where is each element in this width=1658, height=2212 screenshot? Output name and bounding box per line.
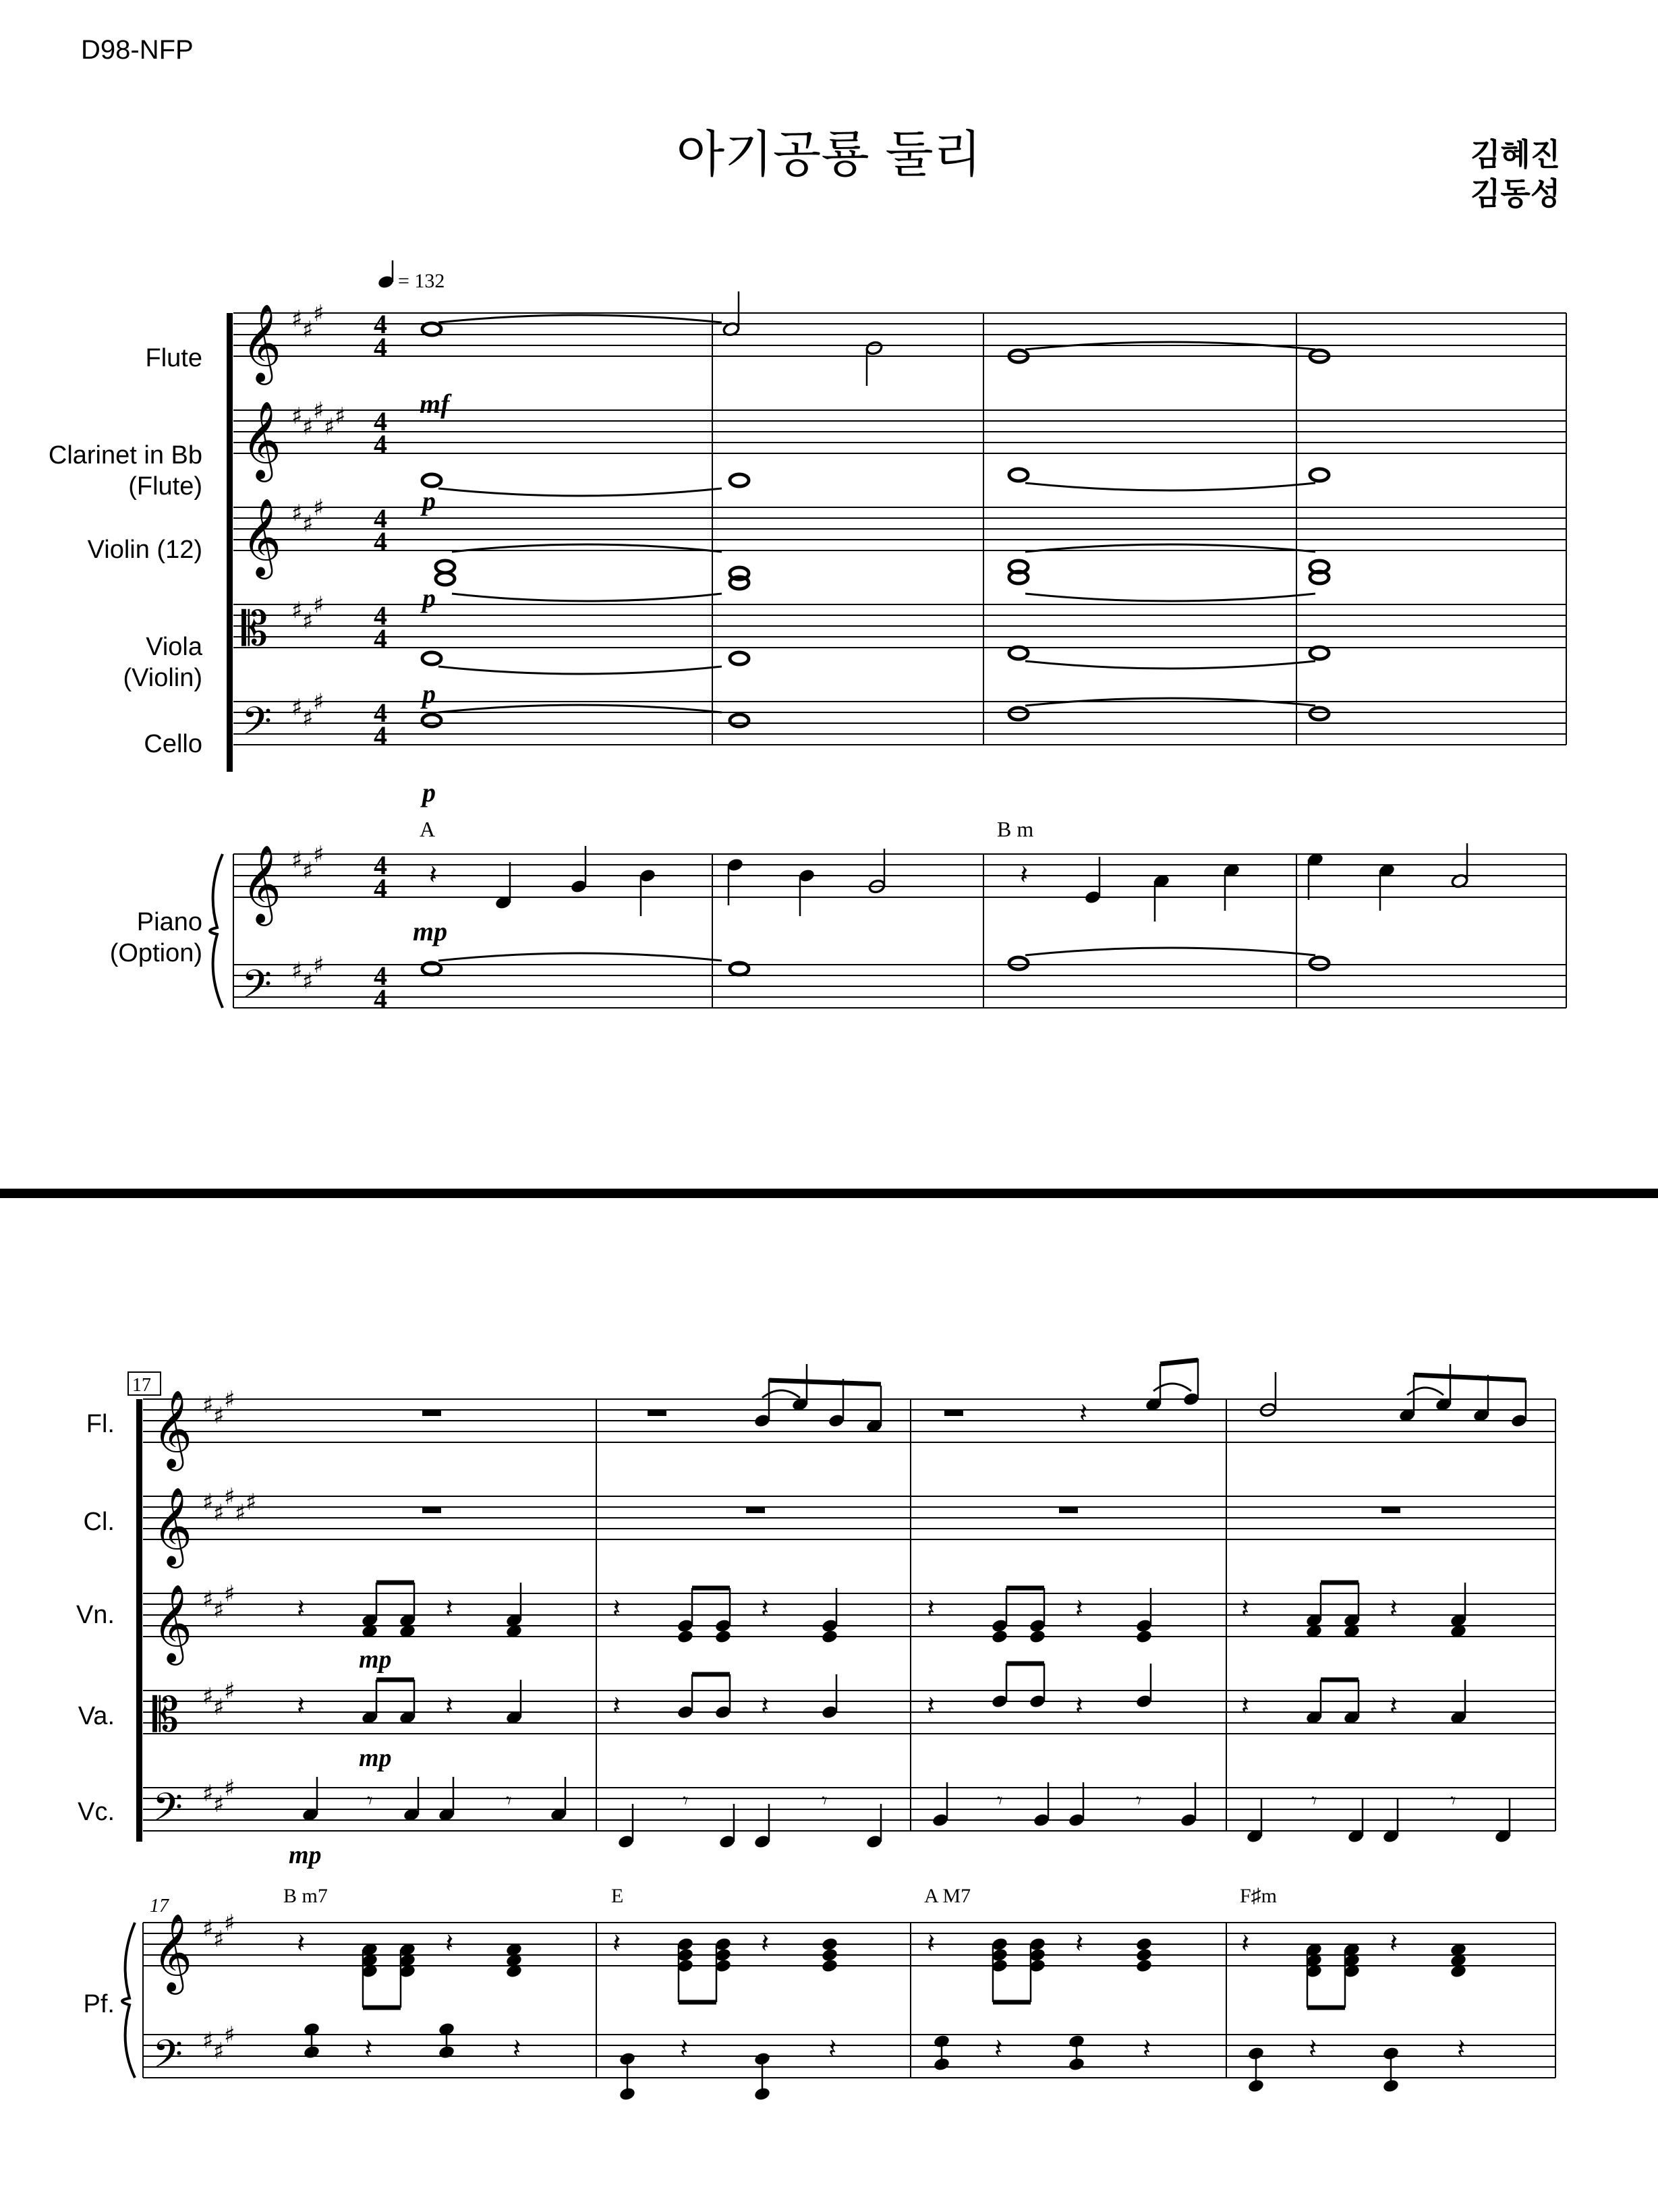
- quarter-rest: 𝄽: [761, 1593, 770, 1624]
- clef: 𝄞: [152, 1486, 193, 1565]
- flag: ♪: [1361, 1809, 1362, 1810]
- key-sharp: ♯: [291, 694, 303, 721]
- document-code: D98-NFP: [81, 35, 194, 65]
- flag: ♪: [1047, 1793, 1048, 1794]
- key-sharp: ♯: [224, 1910, 235, 1937]
- composer-1: 김혜진: [1470, 136, 1561, 173]
- key-sharp: ♯: [213, 1500, 225, 1527]
- time-sig-bottom: 4: [374, 623, 387, 654]
- quarter-rest: 𝄽: [612, 1691, 621, 1722]
- key-sharp: ♯: [291, 847, 303, 874]
- chord-name: B m: [997, 817, 1034, 841]
- dynamic-marking: mp: [289, 1841, 322, 1869]
- tie: [452, 594, 722, 601]
- clef: 𝄢: [241, 961, 273, 1017]
- notes-layer: [122, 260, 1566, 2101]
- instrument-label-violin: Violin (12): [87, 536, 202, 564]
- key-sharp: ♯: [313, 592, 324, 619]
- whole-rest: [746, 1507, 765, 1513]
- clef: 𝄞: [152, 1389, 193, 1468]
- key-sharp: ♯: [335, 403, 346, 430]
- beam: [1160, 1360, 1198, 1364]
- quarter-rest: 𝄽: [1457, 2033, 1466, 2064]
- whole-note: [730, 474, 749, 486]
- key-sharp: ♯: [246, 1489, 257, 1516]
- clef: 𝄢: [152, 1784, 183, 1840]
- quarter-rest: 𝄽: [1075, 1691, 1084, 1722]
- key-sharp: ♯: [213, 1694, 225, 1721]
- measure-number: 17: [132, 1375, 151, 1396]
- note-head: [714, 1629, 732, 1645]
- note-head: [1029, 1629, 1046, 1645]
- quarter-rest: 𝄽: [1075, 1928, 1084, 1959]
- key-sharp: ♯: [302, 857, 314, 884]
- quarter-rest: 𝄽: [994, 2033, 1003, 2064]
- whole-note: [1310, 469, 1329, 481]
- measure-number: 17: [150, 1896, 169, 1917]
- quarter-rest: 𝄽: [927, 1593, 936, 1624]
- quarter-rest: 𝄽: [680, 2033, 689, 2064]
- clef: 𝄞: [241, 400, 282, 479]
- quarter-rest: 𝄽: [364, 2033, 373, 2064]
- dynamic-marking: mp: [359, 1645, 392, 1674]
- eighth-rest: 𝄾: [822, 1788, 828, 1813]
- whole-rest: [422, 1410, 441, 1416]
- tie: [762, 1390, 800, 1398]
- time-sig-bottom: 4: [374, 984, 387, 1014]
- chord-name: A M7: [924, 1885, 971, 1907]
- key-sharp: ♯: [213, 1402, 225, 1429]
- key-sharp: ♯: [224, 1775, 235, 1802]
- note-head: [1135, 1958, 1153, 1974]
- quarter-rest: 𝄽: [1390, 1928, 1398, 1959]
- key-sharp: ♯: [302, 316, 314, 343]
- key-sharp: ♯: [224, 1581, 235, 1608]
- clef: 𝄞: [241, 303, 282, 382]
- instrument-label-clarinet: Clarinet in Bb (Flute): [48, 441, 202, 501]
- quarter-rest: 𝄽: [445, 1928, 454, 1959]
- time-sig-top: 4: [374, 600, 387, 631]
- dynamic-marking: mp: [413, 916, 448, 946]
- instrument-label-piano: Piano (Option): [109, 908, 202, 967]
- key-sharp: ♯: [235, 1500, 246, 1527]
- eighth-rest: 𝄾: [1136, 1788, 1142, 1813]
- time-sig-top: 4: [374, 503, 387, 534]
- instrument-abbr-piano: Pf.: [83, 1990, 115, 2018]
- key-sharp: ♯: [302, 511, 314, 538]
- system-bracket: [227, 313, 233, 772]
- quarter-rest: 𝄽: [927, 1691, 936, 1722]
- instrument-abbr-cello: Vc.: [78, 1798, 115, 1826]
- key-sharp: ♯: [291, 403, 303, 430]
- quarter-rest: 𝄽: [445, 1593, 454, 1624]
- key-sharp: ♯: [313, 841, 324, 868]
- instrument-abbr-viola: Va.: [78, 1702, 115, 1730]
- dynamic-marking: p: [422, 486, 436, 516]
- eighth-rest: 𝄾: [997, 1788, 1003, 1813]
- key-sharp: ♯: [313, 494, 324, 521]
- instrument-abbr-clarinet: Cl.: [83, 1508, 115, 1536]
- clef: 𝄞: [241, 844, 282, 923]
- key-sharp: ♯: [313, 300, 324, 327]
- instrument-abbr-flute: Fl.: [86, 1410, 115, 1438]
- composer-2: 김동성: [1470, 175, 1561, 212]
- eighth-rest: 𝄾: [506, 1788, 512, 1813]
- chord-name: A: [420, 817, 436, 841]
- song-title: 아기공룡 둘리: [676, 125, 982, 183]
- clef: 𝄞: [152, 1583, 193, 1662]
- note-head: [1135, 1629, 1153, 1645]
- whole-rest: [1059, 1507, 1078, 1513]
- whole-note: [422, 323, 441, 335]
- quarter-rest: 𝄽: [1079, 1398, 1088, 1429]
- tempo-marking: = 132: [398, 270, 445, 292]
- time-sig-bottom: 4: [374, 873, 387, 903]
- whole-note: [436, 561, 455, 573]
- beam: [1414, 1375, 1526, 1380]
- key-sharp: ♯: [302, 414, 314, 441]
- whole-note: [1009, 708, 1028, 720]
- time-sig-top: 4: [374, 309, 387, 339]
- key-sharp: ♯: [224, 2022, 235, 2049]
- key-sharp: ♯: [324, 414, 335, 441]
- instrument-label-viola: Viola (Violin): [123, 633, 202, 692]
- whole-rest: [1381, 1507, 1400, 1513]
- piano-brace: [210, 854, 223, 1008]
- whole-note: [730, 714, 749, 727]
- tie: [438, 667, 722, 674]
- chord-name: E: [611, 1885, 624, 1907]
- key-sharp: ♯: [313, 952, 324, 979]
- whole-note: [1310, 957, 1329, 969]
- tie: [438, 488, 722, 496]
- quarter-rest: 𝄽: [297, 1691, 306, 1722]
- key-sharp: ♯: [213, 2038, 225, 2065]
- note-head: [991, 1629, 1008, 1645]
- quarter-rest: 𝄽: [612, 1593, 621, 1624]
- key-sharp: ♯: [202, 1915, 214, 1942]
- key-sharp: ♯: [202, 2027, 214, 2054]
- time-sig-top: 4: [374, 698, 387, 728]
- quarter-rest: 𝄽: [1241, 1593, 1250, 1624]
- key-sharp: ♯: [302, 705, 314, 732]
- time-sig-bottom: 4: [374, 332, 387, 362]
- quarter-rest: 𝄽: [1241, 1928, 1250, 1959]
- key-sharp: ♯: [224, 1386, 235, 1413]
- whole-note: [1310, 708, 1329, 720]
- whole-note: [422, 652, 441, 664]
- tie: [1025, 661, 1315, 669]
- dynamic-marking: mf: [420, 389, 450, 419]
- quarter-rest: 𝄽: [513, 2033, 521, 2064]
- eighth-rest: 𝄾: [1450, 1788, 1456, 1813]
- key-sharp: ♯: [291, 500, 303, 527]
- key-sharp: ♯: [313, 689, 324, 716]
- key-sharp: ♯: [213, 1597, 225, 1624]
- key-sharp: ♯: [313, 397, 324, 424]
- eighth-rest: 𝄾: [1311, 1788, 1317, 1813]
- half-rest: [648, 1410, 666, 1416]
- time-sig-bottom: 4: [374, 720, 387, 751]
- chord-name: F♯m: [1240, 1885, 1278, 1907]
- tie: [438, 953, 722, 961]
- dynamic-marking: p: [422, 583, 436, 613]
- beam: [769, 1380, 881, 1384]
- quarter-rest: 𝄽: [1075, 1593, 1084, 1624]
- tie: [438, 705, 722, 712]
- time-sig-bottom: 4: [374, 526, 387, 557]
- eighth-rest: 𝄾: [683, 1788, 689, 1813]
- instrument-abbr-violin: Vn.: [76, 1601, 115, 1629]
- half-note: [865, 341, 883, 356]
- quarter-rest: 𝄽: [297, 1593, 306, 1624]
- quarter-rest: 𝄽: [1020, 859, 1029, 890]
- key-sharp: ♯: [224, 1678, 235, 1705]
- tie: [1407, 1388, 1443, 1395]
- tie: [1153, 1384, 1191, 1391]
- dynamic-marking: p: [422, 679, 436, 709]
- quarter-rest: 𝄽: [445, 1691, 454, 1722]
- key-sharp: ♯: [213, 1791, 225, 1818]
- whole-note: [1310, 647, 1329, 659]
- quarter-rest: 𝄽: [927, 1928, 936, 1959]
- whole-note: [1009, 469, 1028, 481]
- quarter-rest: 𝄽: [761, 1691, 770, 1722]
- whole-note: [730, 652, 749, 664]
- key-sharp: ♯: [202, 1780, 214, 1807]
- half-rest: [944, 1410, 963, 1416]
- quarter-rest: 𝄽: [1241, 1691, 1250, 1722]
- whole-rest: [422, 1507, 441, 1513]
- labels-layer: [128, 270, 1277, 2087]
- note-head: [821, 1958, 838, 1974]
- time-sig-top: 4: [374, 850, 387, 880]
- clef: 𝄞: [152, 1912, 193, 1991]
- chord-name: B m7: [283, 1885, 328, 1907]
- key-sharp: ♯: [224, 1483, 235, 1510]
- whole-note: [1009, 957, 1028, 969]
- key-sharp: ♯: [291, 306, 303, 333]
- key-sharp: ♯: [202, 1489, 214, 1516]
- quarter-rest: 𝄽: [297, 1928, 306, 1959]
- clef: 𝄡: [241, 601, 268, 656]
- key-sharp: ♯: [213, 1926, 225, 1953]
- time-sig-bottom: 4: [374, 429, 387, 459]
- piano-brace: [122, 1923, 135, 2078]
- key-sharp: ♯: [302, 608, 314, 635]
- clef: 𝄡: [152, 1687, 179, 1742]
- quarter-rest: 𝄽: [761, 1928, 770, 1959]
- tie: [1025, 483, 1315, 490]
- key-sharp: ♯: [302, 968, 314, 995]
- instrument-label-cello: Cello: [144, 730, 202, 758]
- key-sharp: ♯: [291, 597, 303, 624]
- whole-note: [422, 474, 441, 486]
- time-sig-top: 4: [374, 406, 387, 436]
- dynamic-marking: p: [422, 777, 436, 807]
- system-bracket: [136, 1399, 142, 1842]
- quarter-rest: 𝄽: [429, 859, 438, 890]
- whole-note: [436, 573, 455, 585]
- whole-note: [1009, 647, 1028, 659]
- tie: [1025, 594, 1315, 601]
- key-sharp: ♯: [202, 1683, 214, 1710]
- tie: [1025, 948, 1315, 955]
- quarter-rest: 𝄽: [1143, 2033, 1151, 2064]
- quarter-rest: 𝄽: [612, 1928, 621, 1959]
- quarter-rest: 𝄽: [1390, 1593, 1398, 1624]
- note-head: [677, 1629, 694, 1645]
- key-sharp: ♯: [202, 1392, 214, 1419]
- eighth-rest: 𝄾: [367, 1788, 373, 1813]
- quarter-rest: 𝄽: [1309, 2033, 1317, 2064]
- tie: [438, 315, 722, 322]
- clef: 𝄢: [152, 2031, 183, 2087]
- quarter-rest: 𝄽: [828, 2033, 837, 2064]
- quarter-rest: 𝄽: [1390, 1691, 1398, 1722]
- clef: 𝄢: [241, 698, 273, 754]
- key-sharp: ♯: [202, 1586, 214, 1613]
- note-head: [821, 1629, 838, 1645]
- key-sharp: ♯: [291, 957, 303, 984]
- clef: 𝄞: [241, 497, 282, 576]
- time-sig-top: 4: [374, 961, 387, 991]
- flute-label: Flute: [145, 344, 202, 372]
- whole-note: [422, 714, 441, 727]
- dynamic-marking: mp: [359, 1744, 392, 1772]
- staff-lines: [143, 313, 1566, 2078]
